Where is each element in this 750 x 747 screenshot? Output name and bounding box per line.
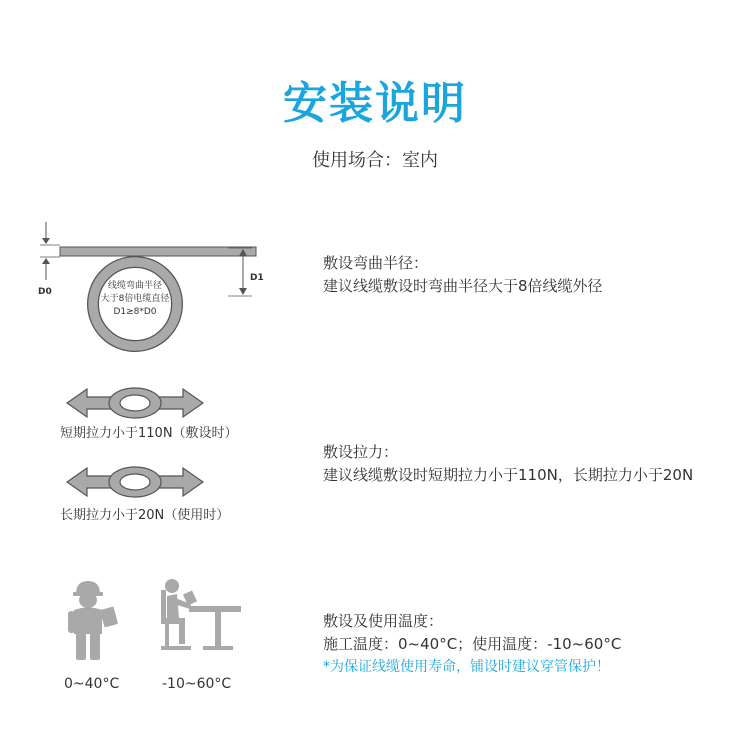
long-term-tension-figure	[65, 462, 205, 502]
bend-desc-text: 建议线缆敷设时弯曲半径大于8倍线缆外径	[323, 277, 603, 295]
short-term-tension-caption: 短期拉力小于110N（敷设时）	[60, 426, 238, 441]
page-title: 安装说明	[283, 78, 467, 129]
user-temperature: -10~60°C	[162, 676, 232, 692]
temperature-description	[323, 610, 621, 679]
ring-text-line: 大于8倍电缆直径	[100, 294, 170, 304]
ring-caption	[95, 280, 175, 319]
long-term-tension-caption: 长期拉力小于20N（使用时）	[60, 508, 230, 523]
temperature-desc-title: 敷设及使用温度：	[323, 612, 444, 630]
construction-worker-icon	[62, 578, 122, 662]
bend-diagram	[30, 218, 300, 358]
d1-label: D1	[250, 273, 264, 283]
ring-text-line: D1≥8*D0	[113, 307, 157, 317]
d0-label: D0	[38, 287, 52, 297]
bend-desc-title: 敷设弯曲半径：	[323, 254, 429, 272]
protection-note: *为保证线缆使用寿命，铺设时建议穿管保护！	[323, 659, 610, 675]
double-arrow-cable-icon	[65, 383, 205, 423]
worker-temperature: 0~40°C	[64, 676, 120, 692]
tension-description	[323, 441, 693, 487]
double-arrow-cable-icon	[65, 462, 205, 502]
ring-text-line: 线缆弯曲半径	[107, 281, 162, 291]
worker-figure	[62, 578, 122, 662]
bend-description	[323, 252, 603, 298]
tension-desc-title: 敷设拉力：	[323, 443, 399, 461]
usage-subtitle: 使用场合：室内	[312, 150, 438, 171]
seated-user-figure	[157, 576, 243, 654]
short-term-tension-figure	[65, 383, 205, 423]
tension-desc-text: 建议线缆敷设时短期拉力小于110N，长期拉力小于20N	[323, 466, 694, 484]
temperature-desc-text: 施工温度：0~40°C；使用温度：-10~60°C	[323, 635, 622, 653]
seated-person-desk-icon	[157, 576, 243, 654]
